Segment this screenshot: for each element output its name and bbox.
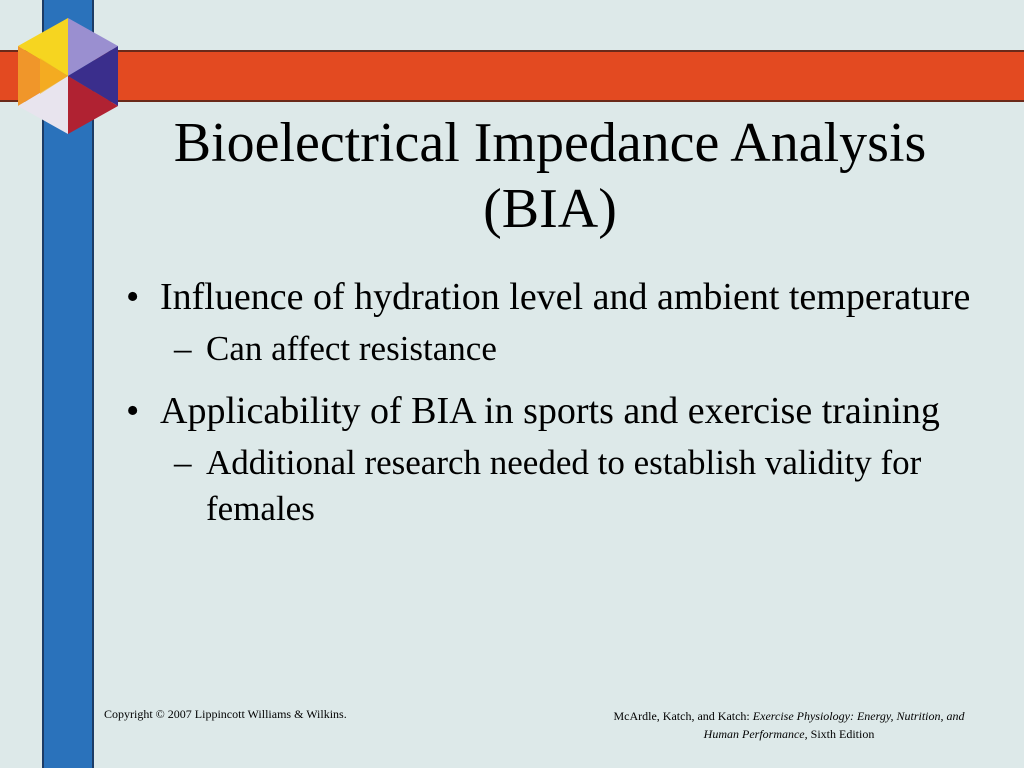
sub-bullet-marker: –	[174, 443, 192, 482]
bullet-item	[120, 270, 1000, 324]
cube-logo-icon	[14, 14, 122, 138]
bullet-marker: •	[126, 390, 140, 432]
bullet-list	[120, 270, 1000, 544]
bullet-text: Applicability of BIA in sports and exercise training	[160, 390, 940, 432]
sub-bullet-text: Additional research needed to establish validity for females	[206, 443, 922, 528]
sub-bullet-item	[120, 326, 1000, 372]
title-line-1: Bioelectrical Impedance Analysis	[173, 112, 927, 174]
citation-authors: McArdle, Katch, and Katch:	[613, 709, 753, 723]
bullet-text: Influence of hydration level and ambient temperature	[160, 276, 971, 318]
citation-footer	[600, 707, 978, 743]
slide-title	[110, 110, 990, 242]
bullet-marker: •	[126, 276, 140, 318]
top-accent-band	[0, 50, 1024, 102]
citation-book-title: Exercise Physiology: Energy, Nutrition, and Human Performance,	[703, 709, 965, 741]
sub-bullet-text: Can affect resistance	[206, 329, 497, 368]
bullet-item	[120, 384, 1000, 438]
copyright-footer: Copyright © 2007 Lippincott Williams & Wilkins.	[104, 707, 347, 721]
citation-edition: Sixth Edition	[807, 727, 875, 741]
sub-bullet-item	[120, 440, 1000, 532]
title-line-2: (BIA)	[483, 178, 617, 240]
sub-bullet-marker: –	[174, 329, 192, 368]
